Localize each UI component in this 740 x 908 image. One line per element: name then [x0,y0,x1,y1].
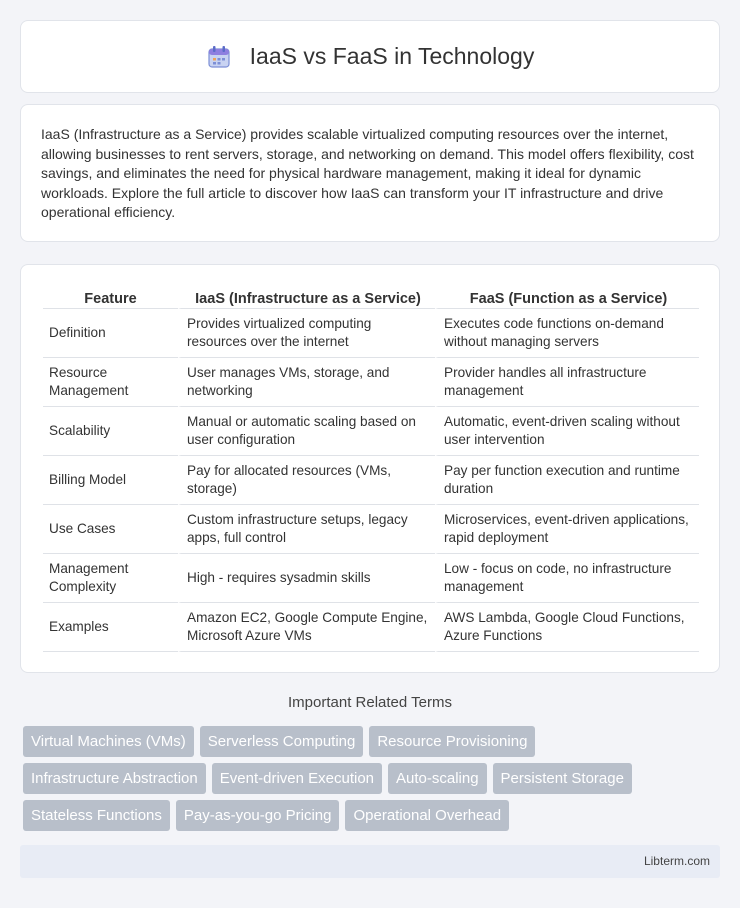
iaas-cell: User manages VMs, storage, and networking [178,358,435,407]
feature-cell: Resource Management [43,358,178,407]
intro-text: IaaS (Infrastructure as a Service) provides scalable virtualized computing resources over the internet, allowing businesses to rent servers, storage, and networking on demand. This model offers flexibility, cost savings, and eliminates the need for physical hardware management, making it ideal for dynamic workloads. Explore the full article to discover how IaaS can transform your IT infrastructure and drive operational efficiency. [41,126,694,221]
table-row [43,603,699,652]
feature-cell: Examples [43,603,178,652]
table-header-row [43,287,699,309]
faas-cell: Provider handles all infrastructure management [435,358,699,407]
tag-auto-scaling[interactable]: Auto-scaling [388,763,487,794]
faas-cell: Executes code functions on-demand without managing servers [435,309,699,358]
feature-cell: Definition [43,309,178,358]
tag-persistent-storage[interactable]: Persistent Storage [493,763,632,794]
faas-cell: Low - focus on code, no infrastructure management [435,554,699,603]
iaas-cell: Provides virtualized computing resources over the internet [178,309,435,358]
iaas-cell: Pay for allocated resources (VMs, storage) [178,456,435,505]
feature-cell: Use Cases [43,505,178,554]
tag-stateless-functions[interactable]: Stateless Functions [23,800,170,831]
tag-serverless-computing[interactable]: Serverless Computing [200,726,364,757]
calendar-icon [206,44,232,70]
tag-row [23,726,723,757]
title-card [20,20,720,93]
iaas-cell: Custom infrastructure setups, legacy apps, full control [178,505,435,554]
faas-cell: AWS Lambda, Google Cloud Functions, Azure Functions [435,603,699,652]
iaas-cell: Manual or automatic scaling based on user configuration [178,407,435,456]
feature-cell: Management Complexity [43,554,178,603]
tag-virtual-machines[interactable]: Virtual Machines (VMs) [23,726,194,757]
feature-cell: Billing Model [43,456,178,505]
iaas-cell: Amazon EC2, Google Compute Engine, Microsoft Azure VMs [178,603,435,652]
table-row [43,456,699,505]
iaas-cell: High - requires sysadmin skills [178,554,435,603]
comparison-table [43,287,699,652]
tag-resource-provisioning[interactable]: Resource Provisioning [369,726,535,757]
faas-cell: Automatic, event-driven scaling without user intervention [435,407,699,456]
tag-event-driven-execution[interactable]: Event-driven Execution [212,763,382,794]
header-faas: FaaS (Function as a Service) [435,287,699,309]
comparison-card [20,264,720,673]
tag-operational-overhead[interactable]: Operational Overhead [345,800,509,831]
tag-infrastructure-abstraction[interactable]: Infrastructure Abstraction [23,763,206,794]
footer-brand-link[interactable]: Libterm.com [643,854,710,868]
table-row [43,554,699,603]
faas-cell: Pay per function execution and runtime duration [435,456,699,505]
faas-cell: Microservices, event-driven applications, rapid deployment [435,505,699,554]
footer [20,845,720,878]
header-iaas: IaaS (Infrastructure as a Service) [178,287,435,309]
header-feature: Feature [43,287,178,309]
table-row [43,407,699,456]
table-row [43,309,699,358]
feature-cell: Scalability [43,407,178,456]
related-terms-list [23,726,723,837]
related-terms-title: Important Related Terms [288,694,452,711]
intro-card [20,104,720,242]
table-row [43,358,699,407]
table-row [43,505,699,554]
tag-pay-as-you-go-pricing[interactable]: Pay-as-you-go Pricing [176,800,340,831]
tag-row [23,800,723,831]
page-title: IaaS vs FaaS in Technology [249,43,535,69]
tag-row [23,763,723,794]
